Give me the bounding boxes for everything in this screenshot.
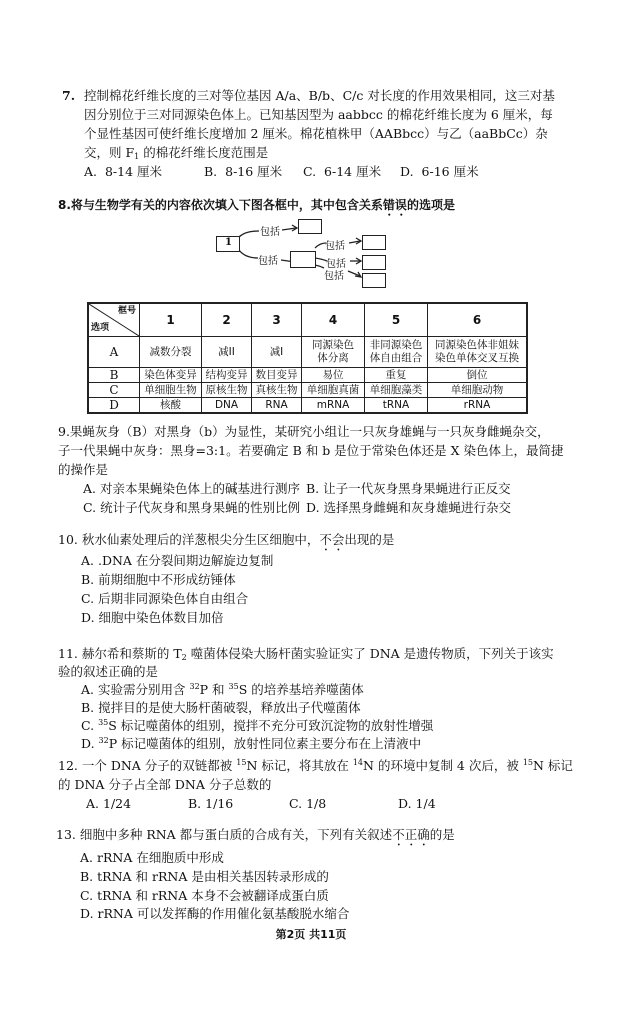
row-key: D xyxy=(88,398,140,414)
edge-label: 包括 xyxy=(325,241,345,252)
diagram-box-4 xyxy=(362,235,386,250)
table-header-cell: 4 xyxy=(302,303,365,337)
table-header-cell: 6 xyxy=(428,303,528,337)
connector-line xyxy=(315,265,324,268)
table-cell: 易位 xyxy=(302,368,365,383)
superscript: 32 xyxy=(189,682,200,691)
q9-stem-line-3: 的操作是 xyxy=(58,462,109,477)
q13-stem-emphasis: 不正确 xyxy=(392,827,430,842)
page-number: 第2页 共11页 xyxy=(275,928,347,941)
table-cell: mRNA xyxy=(302,398,365,414)
option-text: tRNA 和 rRNA 是由相关基因转录形成的 xyxy=(97,869,329,884)
q11-option-a[interactable] xyxy=(81,682,364,698)
q11-subscript: 2 xyxy=(181,653,187,662)
table-cell: 减I xyxy=(252,337,302,368)
table-cell: tRNA xyxy=(365,398,428,414)
option-label: D. xyxy=(81,610,95,625)
superscript: 32 xyxy=(98,736,109,745)
option-text: rRNA 可以发挥酶的作用催化氨基酸脱水缩合 xyxy=(97,906,350,921)
option-text: 细胞中染色体数目加倍 xyxy=(98,610,224,625)
option-text: 实验需分别用含 xyxy=(98,682,190,697)
table-cell: DNA xyxy=(202,398,252,414)
q9-option-b[interactable] xyxy=(306,481,511,497)
q9-option-d[interactable] xyxy=(306,500,511,516)
option-label: B. xyxy=(204,164,218,179)
option-label: B. xyxy=(306,481,320,496)
q7-stem-line-1: 控制棉花纤维长度的三对等位基因 A/a、B/b、C/c 对长度的作用效果相同，这三对基 xyxy=(84,88,555,103)
table-cell: 核酸 xyxy=(140,398,202,414)
q12-option-c[interactable] xyxy=(289,796,326,812)
option-text: 1/8 xyxy=(306,796,327,811)
option-text: .DNA 在分裂间期边解旋边复制 xyxy=(98,553,274,568)
corner-label-option: 选项 xyxy=(91,323,110,333)
q13-option-a[interactable] xyxy=(80,850,224,866)
option-text: 统计子代灰身和黑身果蝇的性别比例 xyxy=(100,500,301,515)
table-cell: 真核生物 xyxy=(252,383,302,398)
q10-option-c[interactable] xyxy=(81,591,248,607)
table-header-cell: 2 xyxy=(202,303,252,337)
option-label: C. xyxy=(81,718,95,733)
q8-stem-text: 的选项是 xyxy=(406,198,455,212)
q11-option-b[interactable] xyxy=(81,700,361,716)
option-text: 前期细胞中不形成纺锤体 xyxy=(98,572,236,587)
option-label: C. xyxy=(80,888,94,903)
table-cell: rRNA xyxy=(428,398,528,414)
q13-option-b[interactable] xyxy=(80,869,329,885)
option-label: B. xyxy=(81,700,95,715)
option-label: A. xyxy=(81,553,95,568)
q7-text: 的棉花纤维长度范围是 xyxy=(139,145,269,160)
table-cell: 单细胞真菌 xyxy=(302,383,365,398)
q12-text: N 的环境中复制 4 次后，被 xyxy=(363,758,523,773)
q10-option-d[interactable] xyxy=(81,610,224,626)
option-label: C. xyxy=(81,591,95,606)
option-label: A. xyxy=(83,481,97,496)
row-key: B xyxy=(88,368,140,383)
q10-stem-text: 出现的是 xyxy=(344,532,395,547)
option-label: C. xyxy=(289,796,303,811)
q11-stem-line-1 xyxy=(58,646,554,662)
edge-label: 包括 xyxy=(324,271,344,282)
q9-option-a[interactable] xyxy=(83,481,300,497)
superscript: 14 xyxy=(352,758,364,767)
table-cell: 同源染色 体分离 xyxy=(302,337,365,368)
option-text: 6-14 厘米 xyxy=(324,164,382,179)
q9-stem-line-2: 子一代果蝇中灰身：黑身=3:1。若要确定 B 和 b 是位于常染色体还是 X 染色体上，最简捷 xyxy=(58,443,564,458)
q10-stem-emphasis: 不会 xyxy=(319,532,345,547)
q7-number: 7. xyxy=(62,88,76,103)
diagram-box-5 xyxy=(362,255,386,270)
option-text: 1/24 xyxy=(103,796,132,811)
option-text: 让子一代灰身黑身果蝇进行正反交 xyxy=(323,481,511,496)
q10-stem xyxy=(58,532,394,554)
q12-option-d[interactable] xyxy=(398,796,436,812)
option-label: D. xyxy=(81,736,95,751)
table-cell: 单细胞藻类 xyxy=(365,383,428,398)
table-cell: 结构变异 xyxy=(202,368,252,383)
option-label: A. xyxy=(81,682,95,697)
diagram-box-1 xyxy=(216,236,240,252)
q11-text: 噬菌体侵染大肠杆菌实验证实了 DNA 是遗传物质，下列关于该实 xyxy=(186,646,554,661)
option-text: 搅拌目的是使大肠杆菌破裂，释放出子代噬菌体 xyxy=(98,700,361,715)
connector-line xyxy=(239,250,258,258)
option-text: 6-16 厘米 xyxy=(421,164,479,179)
q13-option-c[interactable] xyxy=(80,888,329,904)
table-cell: 重复 xyxy=(365,368,428,383)
table-cell: RNA xyxy=(252,398,302,414)
option-text: 对亲本果蝇染色体上的碱基进行测序 xyxy=(100,481,301,496)
superscript: 15 xyxy=(236,758,247,767)
option-label: A. xyxy=(86,796,100,811)
option-text: 8-14 厘米 xyxy=(104,164,163,179)
edge-label: 包括 xyxy=(326,259,346,270)
q9-option-c[interactable] xyxy=(83,500,300,516)
q13-stem xyxy=(56,827,455,849)
q12-text: N 标记，将其放在 xyxy=(246,758,353,773)
q13-stem-text: 13. 细胞中多种 RNA 都与蛋白质的合成有关，下列有关叙述 xyxy=(56,827,393,842)
table-cell: 同源染色体非姐妹 染色单体交叉互换 xyxy=(428,337,528,368)
superscript: 35 xyxy=(228,682,239,691)
table-cell: 减数分裂 xyxy=(140,337,202,368)
q8-options-table xyxy=(87,302,528,414)
option-text: 1/16 xyxy=(205,796,234,811)
q8-stem-text: 8.将与生物学有关的内容依次填入下图各框中，其中包含关系 xyxy=(58,198,383,212)
q10-option-b[interactable] xyxy=(81,572,236,588)
superscript: 35 xyxy=(98,718,109,727)
table-row xyxy=(88,398,527,414)
table-cell: 倒位 xyxy=(428,368,528,383)
table-row xyxy=(88,337,527,368)
q8-stem-emphasis: 错误 xyxy=(382,198,407,212)
q13-option-d[interactable] xyxy=(80,906,349,922)
option-text: 后期非同源染色体自由组合 xyxy=(98,591,249,606)
table-cell: 原核生物 xyxy=(202,383,252,398)
diagram-box-2 xyxy=(298,219,322,234)
table-cell: 单细胞动物 xyxy=(428,383,528,398)
table-header-cell: 3 xyxy=(252,303,302,337)
table-cell: 单细胞生物 xyxy=(140,383,202,398)
q7-stem-line-2: 因分别位于三对同源染色体上。已知基因型为 aabbcc 的棉花纤维长度为 6 厘米，每 xyxy=(84,107,553,122)
edge-label: 包括 xyxy=(258,256,278,267)
diagram-box-6 xyxy=(362,273,386,288)
superscript: 15 xyxy=(522,758,534,767)
q10-option-a[interactable] xyxy=(81,553,273,569)
diagram-box-3 xyxy=(290,251,316,268)
table-row xyxy=(88,383,527,398)
option-label: B. xyxy=(188,796,202,811)
option-label: C. xyxy=(303,164,317,179)
option-label: C. xyxy=(83,500,97,515)
q12-text: 12. 一个 DNA 分子的双链都被 xyxy=(58,758,237,773)
edge-label: 包括 xyxy=(260,227,280,238)
option-label: B. xyxy=(81,572,95,587)
option-text: 选择黑身雌蝇和灰身雄蝇进行杂交 xyxy=(323,500,512,515)
option-text: tRNA 和 rRNA 本身不会被翻译成蛋白质 xyxy=(97,888,329,903)
option-label: A. xyxy=(80,850,94,865)
table-cell: 染色体变异 xyxy=(140,368,202,383)
row-key: A xyxy=(88,337,140,368)
q7-text: 交，则 F xyxy=(84,145,135,160)
q9-stem-line-1: 9.果蝇灰身（B）对黑身（b）为显性，某研究小组让一只灰身雄蝇与一只灰身雌蝇杂交， xyxy=(58,424,550,439)
table-header-cell: 1 xyxy=(140,303,202,337)
q12-option-b[interactable] xyxy=(188,796,233,812)
option-text: P 和 xyxy=(199,682,229,697)
q12-stem-line-1 xyxy=(58,758,573,774)
option-label: D. xyxy=(306,500,320,515)
option-text: P 标记噬菌体的组别，放射性同位素主要分布在上清液中 xyxy=(108,736,422,751)
option-label: D. xyxy=(398,796,412,811)
option-label: A. xyxy=(84,164,98,179)
q11-stem-line-2: 验的叙述正确的是 xyxy=(58,664,159,679)
row-key: C xyxy=(88,383,140,398)
q7-stem-line-3: 个显性基因可使纤维长度增加 2 厘米。棉花植株甲（AABbcc）与乙（aaBbCc）杂 xyxy=(84,126,548,141)
table-row xyxy=(88,368,527,383)
table-header-cell: 5 xyxy=(365,303,428,337)
q7-subscript: 1 xyxy=(134,152,140,161)
table-header-row xyxy=(88,303,527,337)
option-label: D. xyxy=(400,164,414,179)
q10-stem-text: 10. 秋水仙素处理后的洋葱根尖分生区细胞中， xyxy=(58,532,320,547)
corner-label-box-number: 框号 xyxy=(117,306,136,316)
option-text: rRNA 在细胞质中形成 xyxy=(97,850,224,865)
option-label: D. xyxy=(80,906,94,921)
option-text: S 标记噬菌体的组别，搅拌不充分可致沉淀物的放射性增强 xyxy=(108,718,434,733)
connector-line xyxy=(239,231,259,237)
table-corner-cell xyxy=(88,303,140,337)
q12-text: N 标记 xyxy=(533,758,573,773)
table-cell: 数目变异 xyxy=(252,368,302,383)
table-cell: 非同源染色 体自由组合 xyxy=(365,337,428,368)
q12-stem-line-2: 的 DNA 分子占全部 DNA 分子总数的 xyxy=(58,777,272,792)
option-text: 8-16 厘米 xyxy=(225,164,283,179)
q11-text: 11. 赫尔希和蔡斯的 T xyxy=(58,646,182,661)
q11-option-d[interactable] xyxy=(81,736,421,752)
option-text: S 的培养基培养噬菌体 xyxy=(238,682,364,697)
diagram-box-label: 1 xyxy=(225,237,232,248)
option-label: B. xyxy=(80,869,94,884)
table-cell: 减II xyxy=(202,337,252,368)
q11-option-c[interactable] xyxy=(81,718,433,734)
option-text: 1/4 xyxy=(415,796,436,811)
q12-option-a[interactable] xyxy=(86,796,131,812)
q13-stem-text: 的是 xyxy=(429,827,455,842)
